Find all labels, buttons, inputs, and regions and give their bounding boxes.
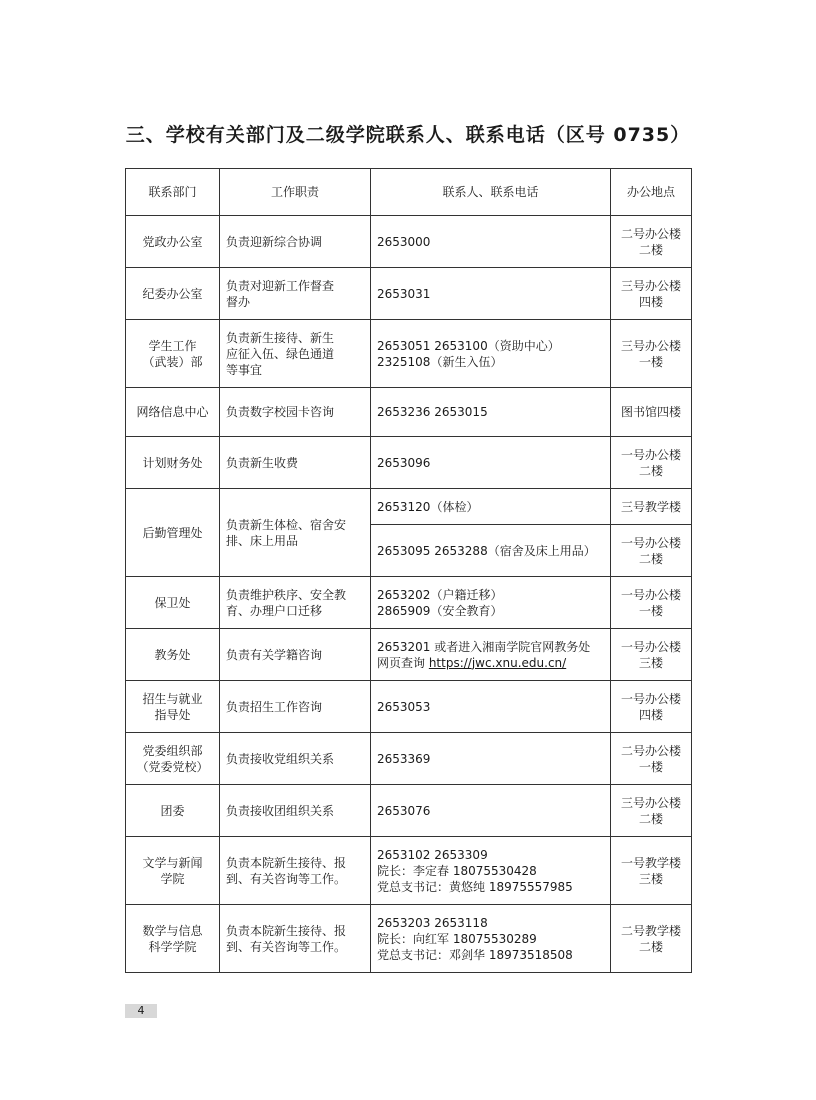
cell-dept: 教务处 bbox=[126, 629, 220, 681]
cell-location: 二号教学楼 二楼 bbox=[611, 905, 692, 973]
table-row bbox=[126, 268, 692, 320]
table-row bbox=[126, 216, 692, 268]
cell-contact: 2653120（体检） bbox=[371, 489, 611, 525]
cell-contact: 2653031 bbox=[371, 268, 611, 320]
table-row bbox=[126, 629, 692, 681]
table-row bbox=[126, 489, 692, 525]
cell-location: 一号教学楼 三楼 bbox=[611, 837, 692, 905]
cell-contact: 2653203 2653118 院长：向红军 18075530289 党总支书记：邓剑华 18973518508 bbox=[371, 905, 611, 973]
cell-dept: 计划财务处 bbox=[126, 437, 220, 489]
cell-location: 一号办公楼 二楼 bbox=[611, 525, 692, 577]
table-row bbox=[126, 681, 692, 733]
page-title: 三、学校有关部门及二级学院联系人、联系电话（区号 0735） bbox=[125, 124, 691, 146]
cell-dept: 数学与信息 科学学院 bbox=[126, 905, 220, 973]
cell-duty: 负责招生工作咨询 bbox=[220, 681, 371, 733]
cell-dept: 文学与新闻 学院 bbox=[126, 837, 220, 905]
cell-duty: 负责新生接待、新生 应征入伍、绿色通道 等事宜 bbox=[220, 320, 371, 388]
cell-dept: 纪委办公室 bbox=[126, 268, 220, 320]
jwc-website-link[interactable]: https://jwc.xnu.edu.cn/ bbox=[428, 655, 567, 670]
cell-location: 三号办公楼 四楼 bbox=[611, 268, 692, 320]
cell-duty: 负责本院新生接待、报 到、有关咨询等工作。 bbox=[220, 837, 371, 905]
header-duty: 工作职责 bbox=[220, 169, 371, 216]
cell-duty: 负责数字校园卡咨询 bbox=[220, 388, 371, 437]
cell-location: 一号办公楼 一楼 bbox=[611, 577, 692, 629]
table-row bbox=[126, 437, 692, 489]
cell-dept: 保卫处 bbox=[126, 577, 220, 629]
cell-contact: 2653051 2653100（资助中心） 2325108（新生入伍） bbox=[371, 320, 611, 388]
cell-contact: 2653000 bbox=[371, 216, 611, 268]
table-row bbox=[126, 388, 692, 437]
cell-duty: 负责迎新综合协调 bbox=[220, 216, 371, 268]
cell-duty: 负责本院新生接待、报 到、有关咨询等工作。 bbox=[220, 905, 371, 973]
cell-location: 三号教学楼 bbox=[611, 489, 692, 525]
cell-dept: 招生与就业 指导处 bbox=[126, 681, 220, 733]
cell-dept: 团委 bbox=[126, 785, 220, 837]
cell-contact: 2653095 2653288（宿舍及床上用品） bbox=[371, 525, 611, 577]
cell-duty: 负责新生收费 bbox=[220, 437, 371, 489]
cell-dept: 网络信息中心 bbox=[126, 388, 220, 437]
cell-location: 一号办公楼 三楼 bbox=[611, 629, 692, 681]
table-row bbox=[126, 905, 692, 973]
cell-duty: 负责接收团组织关系 bbox=[220, 785, 371, 837]
cell-location: 二号办公楼 二楼 bbox=[611, 216, 692, 268]
cell-location: 一号办公楼 四楼 bbox=[611, 681, 692, 733]
cell-dept: 后勤管理处 bbox=[126, 489, 220, 577]
page-number: 4 bbox=[125, 1004, 157, 1018]
cell-contact: 2653076 bbox=[371, 785, 611, 837]
cell-contact: 2653096 bbox=[371, 437, 611, 489]
contact-text: 2653201 或者进入湘南学院官网教务处 网页查询 bbox=[377, 639, 591, 670]
cell-duty: 负责维护秩序、安全教 育、办理户口迁移 bbox=[220, 577, 371, 629]
cell-location: 图书馆四楼 bbox=[611, 388, 692, 437]
table-row bbox=[126, 577, 692, 629]
cell-dept: 学生工作 （武装）部 bbox=[126, 320, 220, 388]
cell-duty: 负责有关学籍咨询 bbox=[220, 629, 371, 681]
cell-location: 二号办公楼 一楼 bbox=[611, 733, 692, 785]
cell-contact: 2653236 2653015 bbox=[371, 388, 611, 437]
header-dept: 联系部门 bbox=[126, 169, 220, 216]
cell-contact: 2653053 bbox=[371, 681, 611, 733]
table-row bbox=[126, 320, 692, 388]
cell-dept: 党政办公室 bbox=[126, 216, 220, 268]
cell-dept: 党委组织部 （党委党校） bbox=[126, 733, 220, 785]
cell-location: 三号办公楼 一楼 bbox=[611, 320, 692, 388]
header-contact: 联系人、联系电话 bbox=[371, 169, 611, 216]
cell-contact: 2653369 bbox=[371, 733, 611, 785]
cell-duty: 负责新生体检、宿舍安 排、床上用品 bbox=[220, 489, 371, 577]
cell-contact: 2653102 2653309 院长：李定春 18075530428 党总支书记：黄悠纯 18975557985 bbox=[371, 837, 611, 905]
cell-duty: 负责对迎新工作督查 督办 bbox=[220, 268, 371, 320]
cell-location: 一号办公楼 二楼 bbox=[611, 437, 692, 489]
header-location: 办公地点 bbox=[611, 169, 692, 216]
table-row bbox=[126, 785, 692, 837]
cell-contact: 2653202（户籍迁移） 2865909（安全教育） bbox=[371, 577, 611, 629]
cell-location: 三号办公楼 二楼 bbox=[611, 785, 692, 837]
cell-contact bbox=[371, 629, 611, 681]
contact-table bbox=[125, 168, 692, 973]
cell-duty: 负责接收党组织关系 bbox=[220, 733, 371, 785]
table-header-row bbox=[126, 169, 692, 216]
table-row bbox=[126, 733, 692, 785]
table-row bbox=[126, 837, 692, 905]
